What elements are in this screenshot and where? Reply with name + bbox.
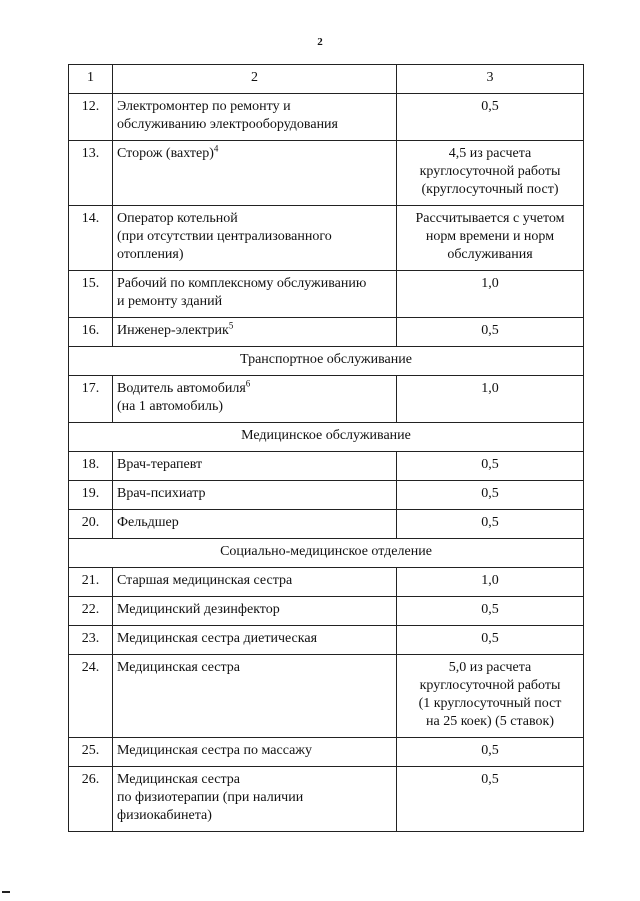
position-name: Рабочий по комплексному обслуживанию и ремонту зданий — [117, 276, 367, 309]
staff-rate: 0,5 — [397, 452, 584, 481]
footnote-ref: 6 — [245, 378, 251, 389]
row-number: 12. — [69, 94, 113, 141]
table-row — [69, 568, 584, 597]
staff-rate: 0,5 — [397, 738, 584, 767]
position-name: Сторож (вахтер) — [117, 146, 214, 161]
staff-rate: 0,5 — [397, 318, 584, 347]
table-row — [69, 481, 584, 510]
section-title: Медицинское обслуживание — [69, 423, 584, 452]
position-name-cell — [113, 452, 397, 481]
staff-rate: 0,5 — [397, 767, 584, 832]
position-name: Оператор котельной (при отсутствии централизованного отопления) — [117, 211, 332, 262]
row-number: 24. — [69, 655, 113, 738]
row-number: 22. — [69, 597, 113, 626]
section-row — [69, 539, 584, 568]
position-name-cell — [113, 626, 397, 655]
staff-rate: 0,5 — [397, 597, 584, 626]
section-row — [69, 423, 584, 452]
table-row — [69, 94, 584, 141]
position-name: Электромонтер по ремонту и обслуживанию электрооборудования — [117, 99, 338, 132]
header-col-position: 2 — [113, 65, 397, 94]
staff-rate: 0,5 — [397, 626, 584, 655]
table-row — [69, 738, 584, 767]
position-name-note: (на 1 автомобиль) — [117, 399, 224, 414]
table-row — [69, 510, 584, 539]
position-name: Инженер-электрик — [117, 323, 229, 338]
position-name: Медицинская сестра — [117, 660, 241, 675]
table-row — [69, 376, 584, 423]
row-number: 26. — [69, 767, 113, 832]
staff-rate: 0,5 — [397, 94, 584, 141]
staffing-table — [68, 64, 584, 832]
position-name-cell — [113, 568, 397, 597]
header-col-rate: 3 — [397, 65, 584, 94]
table-row — [69, 318, 584, 347]
row-number: 15. — [69, 271, 113, 318]
section-row — [69, 347, 584, 376]
position-name-cell — [113, 767, 397, 832]
table-row — [69, 452, 584, 481]
row-number: 13. — [69, 141, 113, 206]
table-row — [69, 767, 584, 832]
section-title: Транспортное обслуживание — [69, 347, 584, 376]
position-name-cell — [113, 376, 397, 423]
table-row — [69, 141, 584, 206]
header-col-number: 1 — [69, 65, 113, 94]
position-name-cell — [113, 318, 397, 347]
staff-rate: 1,0 — [397, 271, 584, 318]
row-number: 16. — [69, 318, 113, 347]
row-number: 19. — [69, 481, 113, 510]
table-body — [69, 94, 584, 832]
row-number: 23. — [69, 626, 113, 655]
row-number: 21. — [69, 568, 113, 597]
row-number: 14. — [69, 206, 113, 271]
footnote-ref: 4 — [213, 143, 219, 154]
staff-rate: 1,0 — [397, 376, 584, 423]
position-name: Фельдшер — [117, 515, 179, 530]
position-name-cell — [113, 481, 397, 510]
position-name-cell — [113, 510, 397, 539]
staff-rate: 0,5 — [397, 510, 584, 539]
position-name-cell — [113, 597, 397, 626]
position-name-cell — [113, 655, 397, 738]
section-title: Социально-медицинское отделение — [69, 539, 584, 568]
position-name-cell — [113, 141, 397, 206]
row-number: 18. — [69, 452, 113, 481]
table-row — [69, 626, 584, 655]
margin-mark — [2, 891, 10, 893]
position-name-cell — [113, 94, 397, 141]
position-name: Медицинская сестра диетическая — [117, 631, 318, 646]
staff-rate: 1,0 — [397, 568, 584, 597]
footnote-ref: 5 — [228, 320, 234, 331]
position-name-cell — [113, 738, 397, 767]
position-name: Медицинская сестра по массажу — [117, 743, 312, 758]
position-name-cell — [113, 206, 397, 271]
staff-rate: 0,5 — [397, 481, 584, 510]
position-name: Медицинский дезинфектор — [117, 602, 280, 617]
table-row — [69, 597, 584, 626]
table-header-row — [69, 65, 584, 94]
table-row — [69, 655, 584, 738]
row-number: 20. — [69, 510, 113, 539]
row-number: 17. — [69, 376, 113, 423]
position-name: Медицинская сестра по физиотерапии (при наличии физиокабинета) — [117, 772, 304, 823]
position-name: Старшая медицинская сестра — [117, 573, 293, 588]
table-row — [69, 206, 584, 271]
table-row — [69, 271, 584, 318]
staff-rate: Рассчитывается с учетом норм времени и норм обслуживания — [397, 206, 584, 271]
staff-rate: 5,0 из расчета круглосуточной работы (1 круглосуточный пост на 25 коек) (5 ставок) — [397, 655, 584, 738]
row-number: 25. — [69, 738, 113, 767]
page-number: 2 — [317, 36, 323, 48]
position-name: Врач-психиатр — [117, 486, 206, 501]
staff-rate: 4,5 из расчета круглосуточной работы (круглосуточный пост) — [397, 141, 584, 206]
position-name: Врач-терапевт — [117, 457, 203, 472]
position-name-cell — [113, 271, 397, 318]
position-name: Водитель автомобиля — [117, 381, 246, 396]
